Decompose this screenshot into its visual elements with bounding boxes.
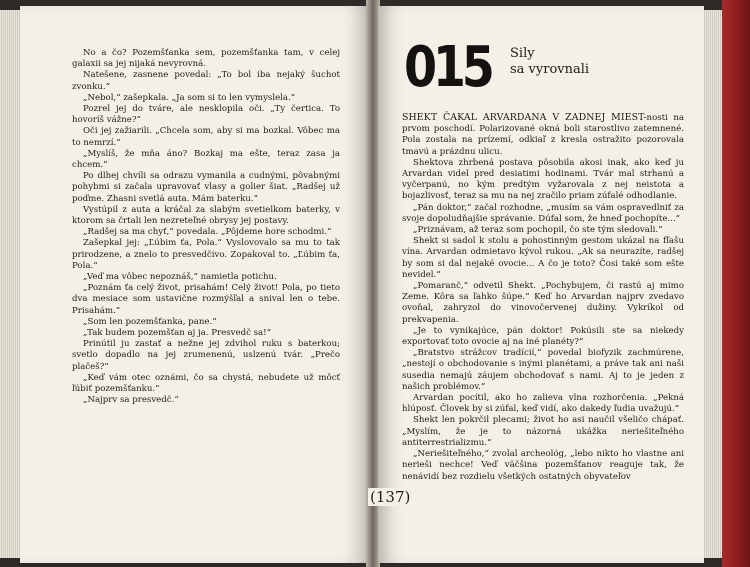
paragraph: „Je to vynikajúce, pán doktor! Pokúsili ste sa niekedy exportovať toto ovocie aj na iné planéty?“ xyxy=(402,325,684,348)
paragraph: „Bratstvo strážcov tradícií,“ povedal biofyzik zachmúrene, „nestojí o obchodovanie s inými planétami, a práve tak ani naši susedia nemajú záujem obchodovať s nami. Aj to je jeden z našich problémov.“ xyxy=(402,348,684,392)
paragraph: „Veď ma vôbec nepoznáš,“ namietla potichu. xyxy=(83,272,277,283)
opening-lead: SHEKT ČAKAL ARVARDANA V ZADNEJ MIEST- xyxy=(402,112,647,123)
right-page-edges xyxy=(704,10,722,558)
paragraph: „Radšej sa ma chyť,“ povedala. „Pôjdeme hore schodmi.“ xyxy=(83,227,332,238)
paragraph: „Keď vám otec oznámi, čo sa chystá, nebudete už môcť ľúbiť pozemšťanku.“ xyxy=(72,372,340,395)
paragraph: Shekt si sadol k stolu a pohostinným gestom ukázal na fľašu vína. Arvardan odmietavo kývol rukou. „Ak sa neurazíte, radšej by som si dal nejaké ovocie... A čo je toto? Čosi také som ešte nevidel.“ xyxy=(402,236,684,280)
paragraph: „Nebol,“ zašepkala. „Ja som si to len vymyslela.“ xyxy=(83,92,296,103)
book-cover xyxy=(722,0,750,567)
paragraph: Pozrel jej do tváre, ale nesklopila oči. „Ty čertica. To hovoríš vážne?“ xyxy=(72,104,340,126)
right-page xyxy=(378,6,704,563)
left-page-text xyxy=(72,48,340,407)
opening-rest: nosti na prvom poschodí. Polarizované okná boli starostlivo zatemnené. Pola zostala na prízemí, odkiaľ z kresla ostražito pozorovala tmavú a prázdnu ulicu. xyxy=(402,113,684,157)
paragraph: „Pomaranč,“ odvetil Shekt. „Pochybujem, či rastú aj mimo Zeme. Kôra sa ľahko šúpe.“ Keď ho Arvardan najprv zvedavo ovoňal, zahryzol do vinovočervenej dužiny. Vykríkol od prekvapenia. xyxy=(402,281,684,325)
paragraph: Arvardan pocítil, ako ho zalieva vlna rozhorčenia. „Pekná hlúposť. Človek by si zúfal, keď vidí, ako dakedy ľudia uvažujú.“ xyxy=(402,393,684,415)
paragraph: Vystúpil z auta a kráčal za slabým svetielkom baterky, v ktorom sa črtali len nezreteľné obrysy jej postavy. xyxy=(72,204,340,227)
left-page-edges xyxy=(0,10,20,558)
paragraph: Prinútil ju zastať a nežne jej zdvihol ruku s baterkou; svetlo dopadlo na jej zrumenenú, uslzenú tvár. „Prečo plačeš?“ xyxy=(72,339,340,372)
chapter-title-line: sa vyrovnali xyxy=(510,62,590,77)
paragraph: Shektova zhrbená postava pôsobila akosi inak, ako keď ju Arvardan videl pred desiatimi hodinami. Tvár mal strhanú a vyčerpanú, no kým predtým vyžarovala z nej neistota a bojazlivosť, teraz sa mu na nej zračilo priam zúfalé odhodlanie. xyxy=(402,157,684,202)
paragraph: „Poznám ťa celý život, prisahám! Celý život! Pola, po tieto dva mesiace som ustavične rozmýšľal a snival len o tebe. Prisahám.“ xyxy=(72,283,340,316)
paragraph: No a čo? Pozemšťanka sem, pozemšťanka tam, v celej galaxii sa jej nijaká nevyrovná. xyxy=(72,48,340,70)
paragraph: „Tak budem pozemšťan aj ja. Presvedč sa!“ xyxy=(83,328,271,339)
paragraph: Shekt len pokrčil plecami; život ho asi naučil všeličo chápať. „Myslím, že je to názorná ukážka neriešiteľného antiterrestrializmu.“ xyxy=(402,415,684,448)
chapter-number: 015 xyxy=(404,35,491,100)
chapter-title xyxy=(510,46,589,78)
right-page-text xyxy=(402,112,684,483)
paragraph: „Pán doktor,“ začal rozhodne, „musím sa vám ospravedlniť za svoje dopoludňajšie správanie. Dúfal som, že hneď pochopíte...“ xyxy=(402,202,684,224)
chapter-title-line: Sily xyxy=(510,46,535,61)
paragraph: „Som len pozemšťanka, pane.“ xyxy=(83,316,217,327)
paragraph: Po dlhej chvíli sa odrazu vymanila a cudnými, pôvabnými pohybmi si začala upravovať vlasy a golier šiat. „Radšej už poďme. Zhasni svetlá auta. Mám baterku.“ xyxy=(72,171,340,204)
paragraph: Natešene, zasnene povedal: „To bol iba nejaký šuchot zvonku.“ xyxy=(72,70,340,92)
paragraph: Oči jej zažiarili. „Chcela som, aby si ma bozkal. Vôbec ma to nemrzí.“ xyxy=(72,126,340,148)
paragraph: Zašepkal jej: „Ľúbim ťa, Pola.“ Vyslovovalo sa mu to tak prirodzene, a znelo to presvedčivo. Zopakoval to. „Ľúbim ťa, Pola.“ xyxy=(72,238,340,271)
left-page xyxy=(20,6,368,563)
paragraph: „Priznávam, až teraz som pochopil, čo ste tým sledovali.“ xyxy=(413,225,663,236)
paragraph: „Myslíš, že mňa áno? Bozkaj ma ešte, teraz zasa ja chcem.“ xyxy=(72,148,340,171)
opening-paragraph xyxy=(402,112,684,158)
paragraph: „Najprv sa presvedč.“ xyxy=(83,395,179,406)
paragraph: „Neriešiteľného,“ zvolal archeológ, „lebo nikto ho vlastne ani nerieši nechce! Veď väčšina pozemšťanov reaguje tak, že nenávidí bez rozdielu všetkých ostatných obyvateľov xyxy=(402,449,684,482)
page-number: (137) xyxy=(370,488,411,506)
